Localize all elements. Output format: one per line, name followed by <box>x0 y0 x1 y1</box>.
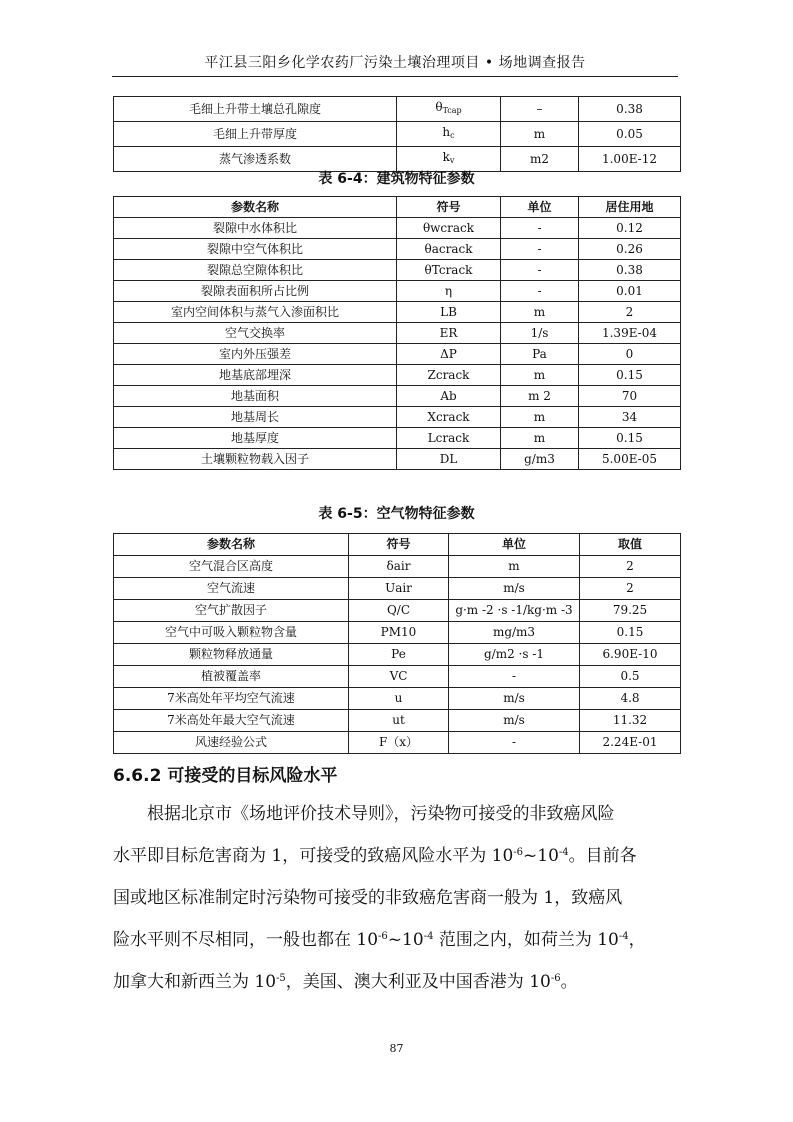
unit-cell: m <box>501 302 579 323</box>
param-name-cell: 地基面积 <box>114 386 397 407</box>
table-row <box>114 428 681 449</box>
value-cell: 5.00E-05 <box>579 449 681 470</box>
unit-cell: - <box>501 260 579 281</box>
value-cell: 0.15 <box>579 365 681 386</box>
column-header: 居住用地 <box>579 197 681 218</box>
value-cell: 0.12 <box>579 218 681 239</box>
unit-cell: - <box>501 239 579 260</box>
value-cell: 0.5 <box>580 666 681 688</box>
value-cell: 79.25 <box>580 600 681 622</box>
param-name-cell: 地基底部埋深 <box>114 365 397 386</box>
unit-cell: 1/s <box>501 323 579 344</box>
air-parameter-table <box>113 533 681 754</box>
section-heading: 6.6.2 可接受的目标风险水平 <box>113 766 338 786</box>
symbol-cell: Uair <box>349 578 449 600</box>
unit-cell: - <box>449 732 580 754</box>
unit-cell: m 2 <box>501 386 579 407</box>
value-cell: 2.24E-01 <box>580 732 681 754</box>
unit-cell: m2 <box>501 147 579 172</box>
value-cell: 0.38 <box>579 97 681 122</box>
symbol-cell: ER <box>397 323 501 344</box>
unit-cell: – <box>501 97 579 122</box>
symbol-cell: Ab <box>397 386 501 407</box>
unit-cell: g/m2 ·s -1 <box>449 644 580 666</box>
table-row <box>114 407 681 428</box>
param-name-cell: 7米高处年平均空气流速 <box>114 688 349 710</box>
table-row <box>114 344 681 365</box>
param-name-cell: 蒸气渗透系数 <box>114 147 397 172</box>
param-name-cell: 裂隙总空隙体积比 <box>114 260 397 281</box>
param-name-cell: 空气混合区高度 <box>114 556 349 578</box>
symbol-cell: LB <box>397 302 501 323</box>
param-name-cell: 毛细上升带土壤总孔隙度 <box>114 97 397 122</box>
table-row <box>114 666 681 688</box>
table-row <box>114 302 681 323</box>
value-cell: 0.01 <box>579 281 681 302</box>
unit-cell: g·m -2 ·s -1/kg·m -3 <box>449 600 580 622</box>
table-row <box>114 365 681 386</box>
unit-cell: m/s <box>449 578 580 600</box>
param-name-cell: 地基周长 <box>114 407 397 428</box>
unit-cell: - <box>449 666 580 688</box>
value-cell: 2 <box>579 302 681 323</box>
symbol-cell: PM10 <box>349 622 449 644</box>
value-cell: 2 <box>580 578 681 600</box>
symbol-cell: DL <box>397 449 501 470</box>
value-cell: 4.8 <box>580 688 681 710</box>
column-header: 参数名称 <box>114 534 349 556</box>
page-number: 87 <box>389 1042 404 1055</box>
param-name-cell: 颗粒物释放通量 <box>114 644 349 666</box>
table-row <box>114 622 681 644</box>
table-row <box>114 644 681 666</box>
table-row <box>114 578 681 600</box>
column-header: 单位 <box>501 197 579 218</box>
symbol-cell: $k_v$ <box>397 147 501 172</box>
symbol-cell: $\theta_{Tcap}$ <box>397 97 501 122</box>
table-row <box>114 323 681 344</box>
symbol-cell: Q/C <box>349 600 449 622</box>
unit-cell: m <box>449 556 580 578</box>
param-name-cell: 裂隙中水体积比 <box>114 218 397 239</box>
param-name-cell: 空气交换率 <box>114 323 397 344</box>
value-cell: 2 <box>580 556 681 578</box>
param-name-cell: 空气流速 <box>114 578 349 600</box>
paragraph-line: 加拿大和新西兰为 $10^{-5}$，美国、澳大利亚及中国香港为 $10^{-6}$。 <box>113 972 578 992</box>
symbol-cell: F（x） <box>349 732 449 754</box>
paragraph-line: 国或地区标准制定时污染物可接受的非致癌危害商一般为 1，致癌风 <box>113 888 623 908</box>
value-cell: 70 <box>579 386 681 407</box>
param-name-cell: 土壤颗粒物载入因子 <box>114 449 397 470</box>
param-name-cell: 裂隙中空气体积比 <box>114 239 397 260</box>
symbol-cell: Xcrack <box>397 407 501 428</box>
column-header: 取值 <box>580 534 681 556</box>
symbol-cell: Lcrack <box>397 428 501 449</box>
symbol-cell: u <box>349 688 449 710</box>
table-row <box>114 281 681 302</box>
unit-cell: - <box>501 218 579 239</box>
value-cell: 0.26 <box>579 239 681 260</box>
paragraph-line: 根据北京市《场地评价技术导则》，污染物可接受的非致癌风险 <box>147 804 615 824</box>
unit-cell: - <box>501 281 579 302</box>
value-cell: 0.05 <box>579 122 681 147</box>
header-rule <box>112 76 678 77</box>
param-name-cell: 裂隙表面积所占比例 <box>114 281 397 302</box>
symbol-cell: δair <box>349 556 449 578</box>
value-cell: 0.15 <box>580 622 681 644</box>
symbol-cell: Zcrack <box>397 365 501 386</box>
column-header: 单位 <box>449 534 580 556</box>
table-row <box>114 688 681 710</box>
table-row <box>114 600 681 622</box>
table-caption-building: 表 6-4：建筑物特征参数 <box>318 171 475 187</box>
body-paragraph <box>113 793 680 1003</box>
table-row <box>114 260 681 281</box>
symbol-cell: ut <box>349 710 449 732</box>
table-row <box>114 239 681 260</box>
paragraph-line: 险水平则不尽相同，一般也都在 $10^{-6}\sim 10^{-4}$ 范围之内，如荷兰为 $10^{-4}$， <box>113 930 646 950</box>
symbol-cell: Pe <box>349 644 449 666</box>
value-cell: 1.00E-12 <box>579 147 681 172</box>
symbol-cell: θTcrack <box>397 260 501 281</box>
unit-cell: m/s <box>449 710 580 732</box>
paragraph-line: 水平即目标危害商为 1，可接受的致癌风险水平为 $10^{-6}\sim 10^{-4}$。目前各 <box>113 846 637 866</box>
unit-cell: g/m3 <box>501 449 579 470</box>
symbol-cell: ΔP <box>397 344 501 365</box>
value-cell: 11.32 <box>580 710 681 732</box>
column-header: 参数名称 <box>114 197 397 218</box>
table-row <box>114 218 681 239</box>
value-cell: 0.38 <box>579 260 681 281</box>
table-row <box>114 710 681 732</box>
table-row <box>114 556 681 578</box>
unit-cell: m <box>501 365 579 386</box>
symbol-cell: $h_c$ <box>397 122 501 147</box>
unit-cell: Pa <box>501 344 579 365</box>
param-name-cell: 风速经验公式 <box>114 732 349 754</box>
unit-cell: m <box>501 428 579 449</box>
value-cell: 34 <box>579 407 681 428</box>
value-cell: 1.39E-04 <box>579 323 681 344</box>
param-name-cell: 空气中可吸入颗粒物含量 <box>114 622 349 644</box>
value-cell: 6.90E-10 <box>580 644 681 666</box>
symbol-cell: θacrack <box>397 239 501 260</box>
table-row <box>114 386 681 407</box>
soil-parameter-table-continued <box>113 96 681 172</box>
param-name-cell: 地基厚度 <box>114 428 397 449</box>
table-row <box>114 449 681 470</box>
unit-cell: m <box>501 407 579 428</box>
param-name-cell: 室内外压强差 <box>114 344 397 365</box>
building-parameter-table <box>113 196 681 470</box>
symbol-cell: η <box>397 281 501 302</box>
param-name-cell: 毛细上升带厚度 <box>114 122 397 147</box>
param-name-cell: 7米高处年最大空气流速 <box>114 710 349 732</box>
unit-cell: m <box>501 122 579 147</box>
symbol-cell: θwcrack <box>397 218 501 239</box>
symbol-cell: VC <box>349 666 449 688</box>
value-cell: 0 <box>579 344 681 365</box>
param-name-cell: 空气扩散因子 <box>114 600 349 622</box>
column-header: 符号 <box>397 197 501 218</box>
param-name-cell: 植被覆盖率 <box>114 666 349 688</box>
running-header: 平江县三阳乡化学农药厂污染土壤治理项目 • 场地调查报告 <box>204 55 586 71</box>
unit-cell: mg/m3 <box>449 622 580 644</box>
param-name-cell: 室内空间体积与蒸气入渗面积比 <box>114 302 397 323</box>
table-row <box>114 97 681 122</box>
table-caption-air: 表 6-5：空气物特征参数 <box>318 506 475 522</box>
unit-cell: m/s <box>449 688 580 710</box>
table-row <box>114 122 681 147</box>
column-header: 符号 <box>349 534 449 556</box>
value-cell: 0.15 <box>579 428 681 449</box>
table-row <box>114 732 681 754</box>
